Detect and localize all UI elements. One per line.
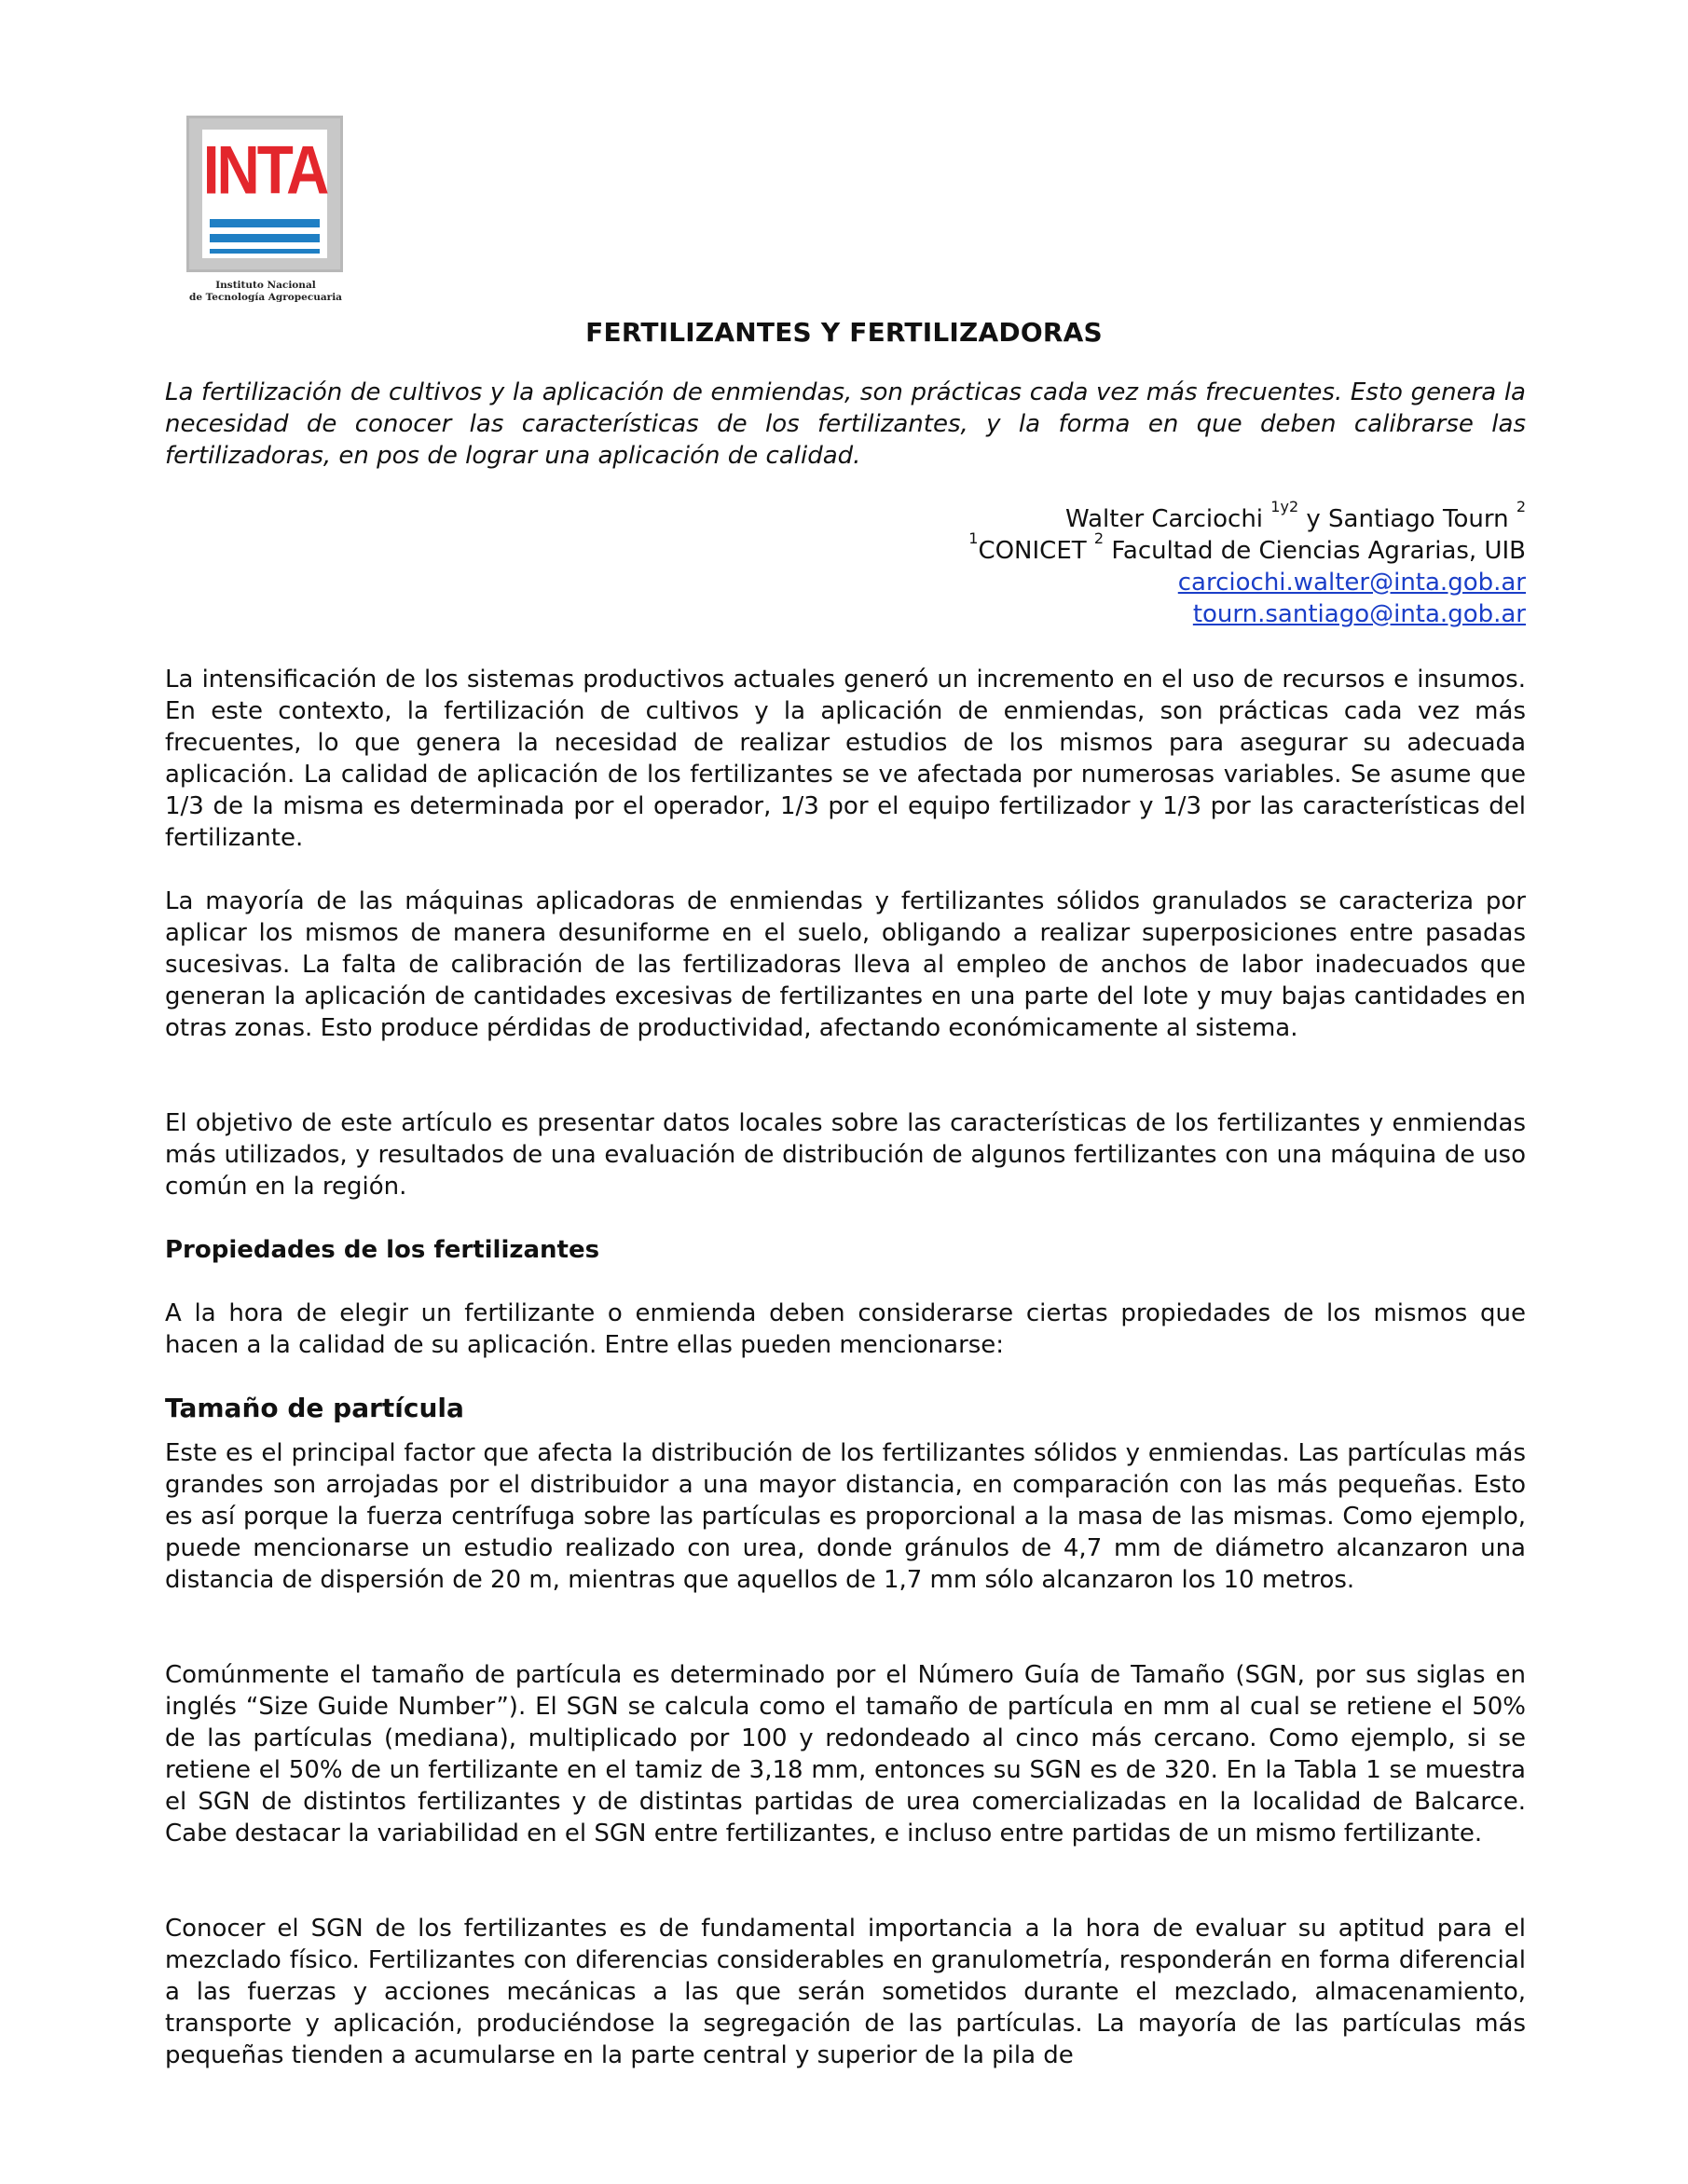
logo-stripe — [210, 249, 320, 254]
authors-line: Walter Carciochi $^{1y2}$ y Santiago Tourn $^2$ — [1065, 498, 1526, 533]
paragraph-3: El objetivo de este artículo es presentar datos locales sobre las características de los fertilizantes y enmiendas más utilizados, y resultados de una evaluación de distribución de algunos fertilizantes con una máquina de uso común en la región. — [165, 1109, 1526, 1201]
logo-word: INTA — [202, 130, 327, 209]
paragraph-5: Este es el principal factor que afecta la distribución de los fertilizantes sólidos y enmiendas. Las partículas más grandes son arrojadas por el distribuidor a una mayor distancia, en comparación con las más pequeñas. Esto es así porque la fuerza centrífuga sobre las partículas es proporcional a la masa de las mismas. Como ejemplo, puede mencionarse un estudio realizado con urea, donde gránulos de 4,7 mm de diámetro alcanzaron una distancia de dispersión de 20 m, mientras que aquellos de 1,7 mm sólo alcanzaron los 10 metros. — [165, 1439, 1526, 1594]
page-title: FERTILIZANTES Y FERTILIZADORAS — [585, 317, 1103, 348]
paragraph-1: La intensificación de los sistemas productivos actuales generó un incremento en el uso de recursos e insumos. En este contexto, la fertilización de cultivos y la aplicación de enmiendas, son prácticas cada vez más frecuentes, lo que genera la necesidad de realizar estudios de los mismos para asegurar su adecuada aplicación. La calidad de aplicación de los fertilizantes se ve afectada por numerosas variables. Se asume que 1/3 de la misma es determinada por el operador, 1/3 por el equipo fertilizador y 1/3 por las características del fertilizante. — [165, 666, 1526, 852]
paragraph-2: La mayoría de las máquinas aplicadoras de enmiendas y fertilizantes sólidos granulados se caracteriza por aplicar los mismos de manera desuniforme en el suelo, obligando a realizar superposiciones entre pasadas sucesivas. La falta de calibración de las fertilizadoras lleva al empleo de anchos de labor inadecuados que generan la aplicación de cantidades excesivas de fertilizantes en una parte del lote y muy bajas cantidades en otras zonas. Esto produce pérdidas de productividad, afectando económicamente al sistema. — [165, 887, 1526, 1042]
authors-block — [839, 498, 1526, 630]
email-link-carciochi[interactable]: carciochi.walter@inta.gob.ar — [1177, 569, 1526, 597]
logo-caption — [186, 280, 345, 304]
paragraph-6: Comúnmente el tamaño de partícula es determinado por el Número Guía de Tamaño (SGN, por sus siglas en inglés “Size Guide Number”). El SGN se calcula como el tamaño de partícula en mm al cual se retiene el 50% de las partículas (mediana), multiplicado por 100 y redondeado al cinco más cercano. Como ejemplo, si se retiene el 50% de un fertilizante en el tamiz de 3,18 mm, entonces su SGN es de 320. En la Tabla 1 se muestra el SGN de distintos fertilizantes y de distintas partidas de urea comercializadas en la localidad de Balcarce. Cabe destacar la variabilidad en el SGN entre fertilizantes, e incluso entre partidas de un mismo fertilizante. — [165, 1661, 1526, 1847]
inta-logo — [186, 116, 345, 304]
paragraph-7: Conocer el SGN de los fertilizantes es de fundamental importancia a la hora de evaluar su aptitud para el mezclado físico. Fertilizantes con diferencias considerables en granulometría, responderán en forma diferencial a las fuerzas y acciones mecánicas a las que serán sometidos durante el mezclado, almacenamiento, transporte y aplicación, produciéndose la segregación de las partículas. La mayoría de las partículas más pequeñas tienden a acumularse en la parte central y superior de la pila de — [165, 1915, 1526, 2069]
logo-stripe — [210, 219, 320, 227]
section-heading-particle-size: Tamaño de partícula — [165, 1393, 464, 1423]
abstract: La fertilización de cultivos y la aplicación de enmiendas, son prácticas cada vez más frecuentes. Esto genera la necesidad de conocer las características de los fertilizantes, y la forma en que deben calibrarse las fertilizadoras, en pos de lograr una aplicación de calidad. — [165, 378, 1526, 470]
paragraph-4: A la hora de elegir un fertilizante o enmienda deben considerarse ciertas propiedades de los mismos que hacen a la calidad de su aplicación. Entre ellas pueden mencionarse: — [165, 1299, 1526, 1359]
email-link-tourn[interactable]: tourn.santiago@inta.gob.ar — [1192, 600, 1526, 628]
affiliation-line: $^1$CONICET $^2$ Facultad de Ciencias Agrarias, UIB — [968, 529, 1526, 565]
section-heading-properties: Propiedades de los fertilizantes — [165, 1236, 600, 1264]
logo-caption-line1: Instituto Nacional — [215, 280, 316, 291]
logo-stripe — [210, 234, 320, 242]
logo-box — [186, 116, 343, 272]
logo-caption-line2: de Tecnología Agropecuaria — [189, 292, 342, 303]
